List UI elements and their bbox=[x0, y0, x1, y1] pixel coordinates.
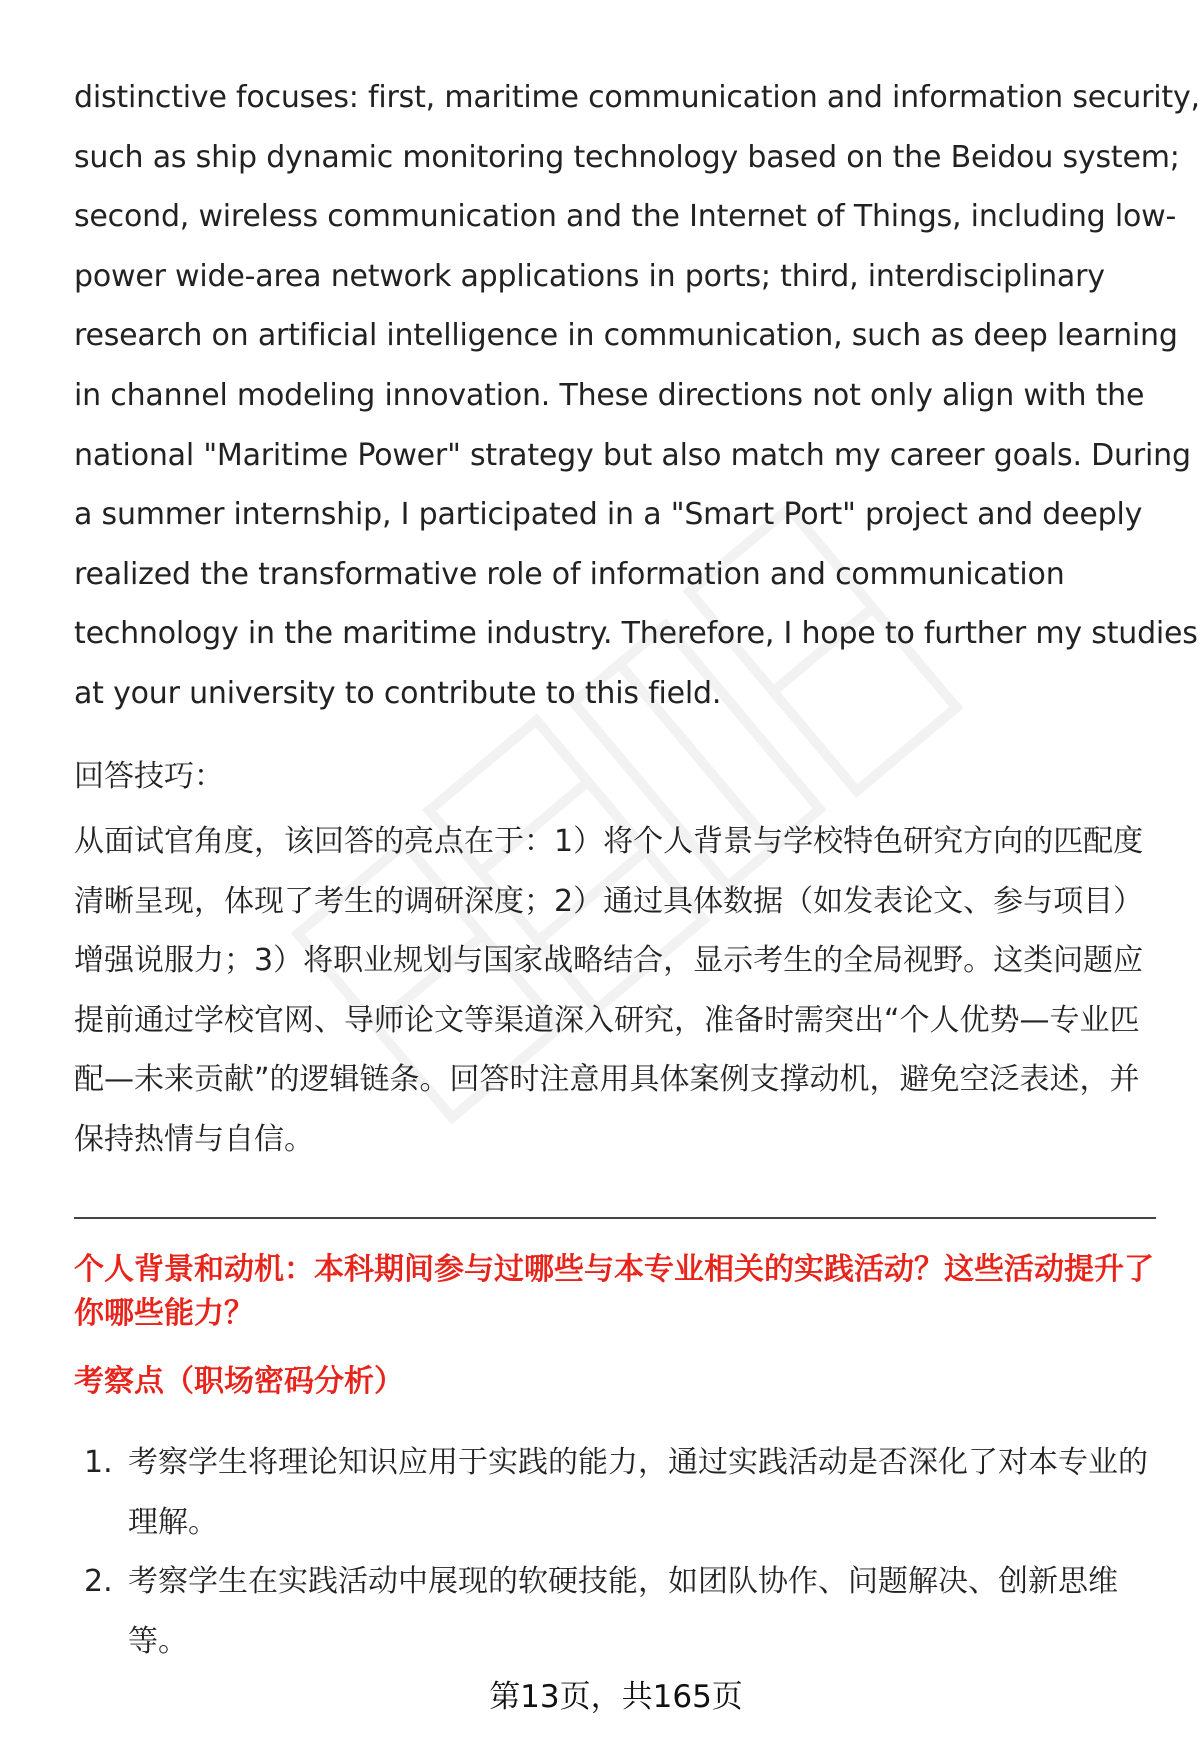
paragraph-line: national "Maritime Power" strategy but also match my career goals. During bbox=[74, 437, 1191, 473]
paragraph-line: power wide-area network applications in ports; third, interdisciplinary bbox=[74, 258, 1105, 294]
tips-body bbox=[74, 812, 1164, 1169]
assessment-point-line: 考察学生将理论知识应用于实践的能力，通过实践活动是否深化了对本专业的 bbox=[128, 1445, 1148, 1480]
answer-english-paragraph bbox=[74, 68, 1200, 724]
paragraph-line: technology in the maritime industry. Therefore, I hope to further my studies bbox=[74, 616, 1198, 652]
assessment-point-item bbox=[74, 1552, 1164, 1671]
paragraph-line: distinctive focuses: first, maritime communication and information security, bbox=[74, 80, 1200, 115]
tips-line: 保持热情与自信。 bbox=[74, 1121, 314, 1157]
tips-heading: 回答技巧： bbox=[74, 759, 224, 794]
tips-line: 从面试官角度，该回答的亮点在于：1）将个人背景与学校特色研究方向的匹配度 bbox=[74, 824, 1144, 859]
question-line: 你哪些能力？ bbox=[74, 1296, 254, 1331]
question-line: 个人背景和动机：本科期间参与过哪些与本专业相关的实践活动？这些活动提升了 bbox=[74, 1252, 1154, 1287]
tips-line: 增强说服力；3）将职业规划与国家战略结合，显示考生的全局视野。这类问题应 bbox=[74, 943, 1144, 978]
paragraph-line: a summer internship, I participated in a "Smart Port" project and deeply bbox=[74, 497, 1143, 533]
paragraph-line: research on artificial intelligence in communication, such as deep learning bbox=[74, 318, 1178, 354]
assessment-point-line: 理解。 bbox=[128, 1504, 218, 1540]
assessment-point-line: 考察学生在实践活动中展现的软硬技能，如团队协作、问题解决、创新思维 bbox=[128, 1564, 1118, 1599]
paragraph-line: in channel modeling innovation. These directions not only align with the bbox=[74, 377, 1145, 413]
assessment-point-item bbox=[74, 1433, 1164, 1552]
list-number: 1. bbox=[84, 1445, 113, 1480]
list-number: 2. bbox=[84, 1564, 113, 1599]
question-heading bbox=[74, 1248, 1164, 1336]
tips-line: 清晰呈现，体现了考生的调研深度；2）通过具体数据（如发表论文、参与项目） bbox=[74, 883, 1144, 919]
paragraph-line: such as ship dynamic monitoring technology based on the Beidou system; bbox=[74, 139, 1180, 175]
page-number-footer: 第13页，共165页 bbox=[489, 1679, 743, 1715]
paragraph-line: second, wireless communication and the Internet of Things, including low- bbox=[74, 199, 1177, 235]
tips-line: 提前通过学校官网、导师论文等渠道深入研究，准备时需突出“个人优势—专业匹 bbox=[74, 1002, 1140, 1038]
assessment-points-list bbox=[74, 1433, 1164, 1671]
assessment-point-line: 等。 bbox=[128, 1623, 188, 1659]
paragraph-line: realized the transformative role of information and communication bbox=[74, 556, 1065, 592]
paragraph-line: at your university to contribute to this field. bbox=[74, 675, 722, 711]
tips-line: 配—未来贡献”的逻辑链条。回答时注意用具体案例支撑动机，避免空泛表述，并 bbox=[74, 1062, 1140, 1097]
assessment-points-heading: 考察点（职场密码分析） bbox=[74, 1364, 404, 1399]
section-divider bbox=[74, 1217, 1156, 1219]
